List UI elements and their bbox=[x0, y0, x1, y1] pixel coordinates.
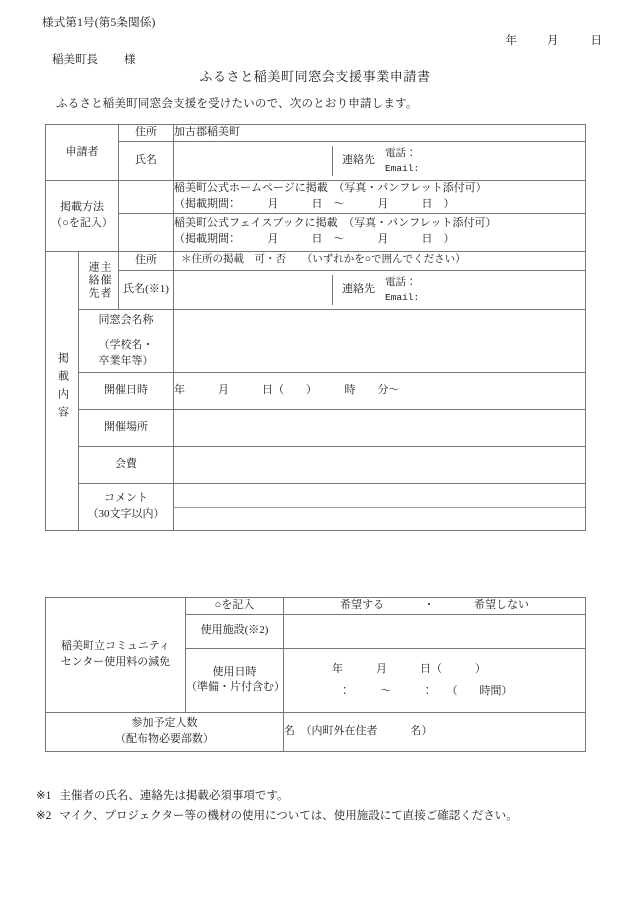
footnote-2-text: マイク、プロジェクター等の機材の使用については、使用施設にて直接ご確認ください。 bbox=[59, 810, 518, 823]
comment-value-cell[interactable] bbox=[174, 484, 586, 531]
posting-option1-line2[interactable]: （掲載期間： 月 日 ～ 月 日 ） bbox=[174, 197, 455, 210]
table-row-posting-method-2 bbox=[46, 213, 586, 251]
lead-statement: ふるさと稲美町同窓会支援を受けたいので、次のとおり申請します。 bbox=[56, 98, 418, 110]
organizer-email-label[interactable]: Email: bbox=[385, 291, 420, 303]
applicant-email-label[interactable]: Email: bbox=[385, 162, 420, 174]
applicant-contact-label: 連絡先 bbox=[342, 153, 375, 166]
posting-method-label-line2: （○を記入） bbox=[51, 216, 113, 229]
footnote-1-mark: ※1 bbox=[36, 790, 52, 802]
applicant-contact-group bbox=[332, 146, 585, 176]
wish-options-cell[interactable] bbox=[284, 598, 586, 615]
comment-label-line2: （30文字以内） bbox=[87, 508, 165, 521]
organizer-label-right: 主催者 bbox=[99, 260, 111, 300]
reunion-name-value[interactable] bbox=[174, 310, 586, 373]
applicant-label: 申請者 bbox=[46, 125, 119, 181]
table-row-comment bbox=[46, 484, 586, 531]
footnote-2 bbox=[36, 806, 518, 826]
applicant-tel-label[interactable]: 電話： bbox=[385, 147, 417, 159]
applicant-name-value[interactable] bbox=[174, 146, 332, 176]
organizer-contact-group bbox=[332, 275, 585, 305]
organizer-address-label: 住所 bbox=[119, 251, 174, 270]
attendees-label bbox=[46, 712, 284, 751]
attendees-label-line2: （配布物必要部数） bbox=[115, 732, 214, 745]
posting-option2-line2[interactable]: （掲載期間： 月 日 ～ 月 日 ） bbox=[174, 233, 455, 246]
comment-line-1[interactable] bbox=[174, 507, 585, 508]
fee-label: 会費 bbox=[79, 447, 174, 484]
facility-used-value[interactable] bbox=[284, 614, 586, 648]
addressee bbox=[52, 51, 136, 67]
application-main-table bbox=[45, 124, 586, 531]
reunion-name-label-line1: 同窓会名称 bbox=[98, 313, 154, 326]
table-row-applicant-address bbox=[46, 125, 586, 142]
table-row-attendees bbox=[46, 712, 586, 751]
footnote-2-mark: ※2 bbox=[36, 810, 52, 823]
posting-method-option1-text bbox=[174, 180, 586, 213]
event-place-label: 開催場所 bbox=[79, 410, 174, 447]
fee-value[interactable] bbox=[174, 447, 586, 484]
footnote-1 bbox=[36, 786, 518, 806]
table-row-circle-entry bbox=[46, 598, 586, 615]
date-day-label: 日 bbox=[590, 35, 602, 47]
organizer-name-contact-cell bbox=[174, 271, 586, 310]
organizer-name-value[interactable] bbox=[174, 275, 332, 305]
applicant-address-value[interactable]: 加古郡稲美町 bbox=[174, 125, 586, 142]
organizer-address-note: ＊住所の掲載 可・否 （いずれかを○で囲んでください） bbox=[181, 253, 466, 265]
use-datetime-line1[interactable]: 年 月 日（ ） bbox=[332, 663, 486, 676]
organizer-label-left: 連絡先 bbox=[87, 260, 99, 300]
option-wish-yes[interactable]: 希望する bbox=[340, 599, 384, 611]
addressee-name: 稲美町長 bbox=[52, 54, 98, 66]
facility-label-line2: センター使用料の減免 bbox=[60, 655, 171, 668]
posting-method-label-line1: 掲載方法 bbox=[60, 200, 104, 213]
use-datetime-line2[interactable]: ： ～ ： （ 時間） bbox=[342, 685, 513, 698]
applicant-address-label: 住所 bbox=[119, 125, 174, 142]
table-row-organizer-address bbox=[46, 251, 586, 270]
posting-option1-line1: 稲美町公式ホームページに掲載 （写真・パンフレット添付可） bbox=[174, 181, 487, 194]
table-row-event-place bbox=[46, 410, 586, 447]
posting-method-option1-mark[interactable] bbox=[119, 180, 174, 213]
organizer-tel-label[interactable]: 電話： bbox=[385, 277, 417, 289]
attendees-value[interactable]: 名 （内町外在住者 名） bbox=[284, 712, 586, 751]
posting-method-option2-text bbox=[174, 213, 586, 251]
event-datetime-value[interactable]: 年 月 日（ ） 時 分～ bbox=[174, 373, 586, 410]
attendees-label-line1: 参加予定人数 bbox=[131, 717, 198, 729]
table-row-event-datetime bbox=[46, 373, 586, 410]
organizer-contact-label: 連絡先 bbox=[342, 283, 375, 296]
option-wish-no[interactable]: 希望しない bbox=[474, 599, 529, 611]
footnote-1-text: 主催者の氏名、連絡先は掲載必須事項です。 bbox=[59, 790, 289, 802]
applicant-name-contact-cell bbox=[174, 141, 586, 180]
organizer-contact-fields bbox=[385, 275, 419, 305]
event-place-value[interactable] bbox=[174, 410, 586, 447]
table-row-fee bbox=[46, 447, 586, 484]
date-month-label: 月 bbox=[547, 35, 559, 47]
use-datetime-label bbox=[186, 648, 284, 712]
use-datetime-label-line2: （準備・片付含む） bbox=[186, 681, 285, 694]
organizer-name-label: 氏名(※1) bbox=[119, 271, 174, 310]
posting-option2-line1: 稲美町公式フェイスブックに掲載 （写真・パンフレット添付可） bbox=[174, 217, 497, 230]
date-line bbox=[506, 32, 603, 48]
posting-method-option2-mark[interactable] bbox=[119, 213, 174, 251]
reunion-name-label-line3: 卒業年等） bbox=[98, 354, 154, 367]
reunion-name-label-line2: （学校名・ bbox=[98, 338, 154, 351]
addressee-honorific: 様 bbox=[124, 54, 136, 66]
facility-reduction-table bbox=[45, 597, 586, 752]
footnotes bbox=[36, 786, 518, 826]
use-datetime-label-line1: 使用日時 bbox=[212, 665, 257, 678]
posting-content-label: 掲載内容 bbox=[46, 251, 79, 530]
circle-entry-label: ○を記入 bbox=[186, 598, 284, 615]
table-row-organizer-name bbox=[46, 271, 586, 310]
option-separator: ・ bbox=[423, 599, 435, 611]
organizer-contact-label bbox=[79, 251, 119, 309]
facility-label-line1: 稲美町立コミュニティ bbox=[61, 640, 170, 653]
posting-method-label bbox=[46, 180, 119, 251]
facility-reduction-label bbox=[46, 598, 186, 713]
applicant-contact-fields bbox=[385, 146, 419, 176]
use-datetime-value-cell[interactable] bbox=[284, 648, 586, 712]
page-title: ふるさと稲美町同窓会支援事業申請書 bbox=[199, 69, 431, 84]
table-row-reunion-name bbox=[46, 310, 586, 373]
reunion-name-label bbox=[79, 310, 174, 373]
applicant-name-label: 氏名 bbox=[119, 141, 174, 180]
form-number: 様式第1号(第5条関係) bbox=[42, 17, 156, 29]
date-year-label: 年 bbox=[505, 35, 517, 47]
organizer-address-cell[interactable] bbox=[174, 251, 586, 270]
event-datetime-label: 開催日時 bbox=[79, 373, 174, 410]
table-row-posting-method-1 bbox=[46, 180, 586, 213]
comment-label bbox=[79, 484, 174, 531]
table-row-applicant-name bbox=[46, 141, 586, 180]
facility-used-label: 使用施設(※2) bbox=[186, 614, 284, 648]
comment-label-line1: コメント bbox=[104, 492, 148, 505]
